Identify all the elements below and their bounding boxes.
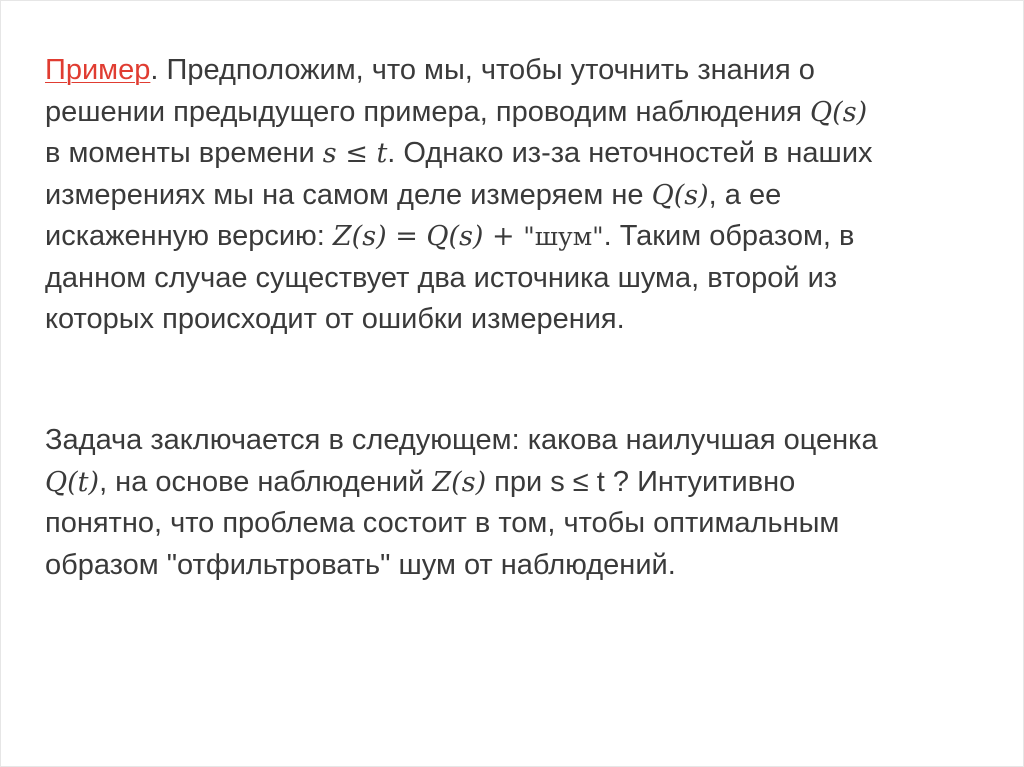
example-line-4-text-b: , а ее xyxy=(708,178,782,211)
formula-q-of-s-2: 𝑄(𝑠) xyxy=(651,179,709,211)
task-line-3: понятно, что проблема состоит в том, чтобы оптимальным xyxy=(45,507,840,539)
example-line-5 xyxy=(45,216,985,258)
example-paragraph xyxy=(45,50,985,341)
formula-q-of-t: 𝑄(𝑡) xyxy=(45,466,100,498)
task-line-1: Задача заключается в следующем: какова наилучшая оценка xyxy=(45,424,878,456)
task-line-2-text-a: , на основе наблюдений xyxy=(99,465,433,498)
task-line-2 xyxy=(45,462,985,504)
example-line-3 xyxy=(45,133,985,175)
example-line-2-text: решении предыдущего примера, проводим наблюдения xyxy=(45,95,811,128)
task-line-2-text-b: при s ≤ t ? Интуитивно xyxy=(486,465,796,498)
example-line-5-text-b: . Таким образом, в xyxy=(603,220,855,252)
task-line-4: образом "отфильтровать" шум от наблюдений. xyxy=(45,548,676,581)
example-line-4 xyxy=(45,175,985,217)
example-line-3-text-b: . Однако из-за неточностей в наших xyxy=(387,137,873,169)
example-heading: Пример xyxy=(45,54,151,86)
example-line-6: данном случае существует два источника шума, второй из xyxy=(45,261,838,294)
example-line-5-text-a: искаженную версию: xyxy=(45,220,333,252)
example-line-3-text-a: в моменты времени xyxy=(45,137,323,169)
formula-z-equation: 𝑍(𝑠) = 𝑄(𝑠) + xyxy=(332,221,524,252)
formula-z-of-s: 𝑍(𝑠) xyxy=(432,466,487,498)
example-line-1 xyxy=(45,50,985,92)
task-paragraph xyxy=(45,420,985,586)
formula-q-of-s: 𝑄(𝑠) xyxy=(810,96,868,128)
example-line-1-text: . Предположим, что мы, чтобы уточнить знания о xyxy=(150,54,815,86)
formula-s-le-t: 𝑠 ≤ 𝑡 xyxy=(322,138,388,169)
example-line-7: которых происходит от ошибки измерения. xyxy=(45,303,625,335)
example-line-4-text-a: измерениях мы на самом деле измеряем не xyxy=(45,178,652,211)
formula-noise-term: "шум" xyxy=(523,222,604,251)
example-line-2 xyxy=(45,92,985,134)
